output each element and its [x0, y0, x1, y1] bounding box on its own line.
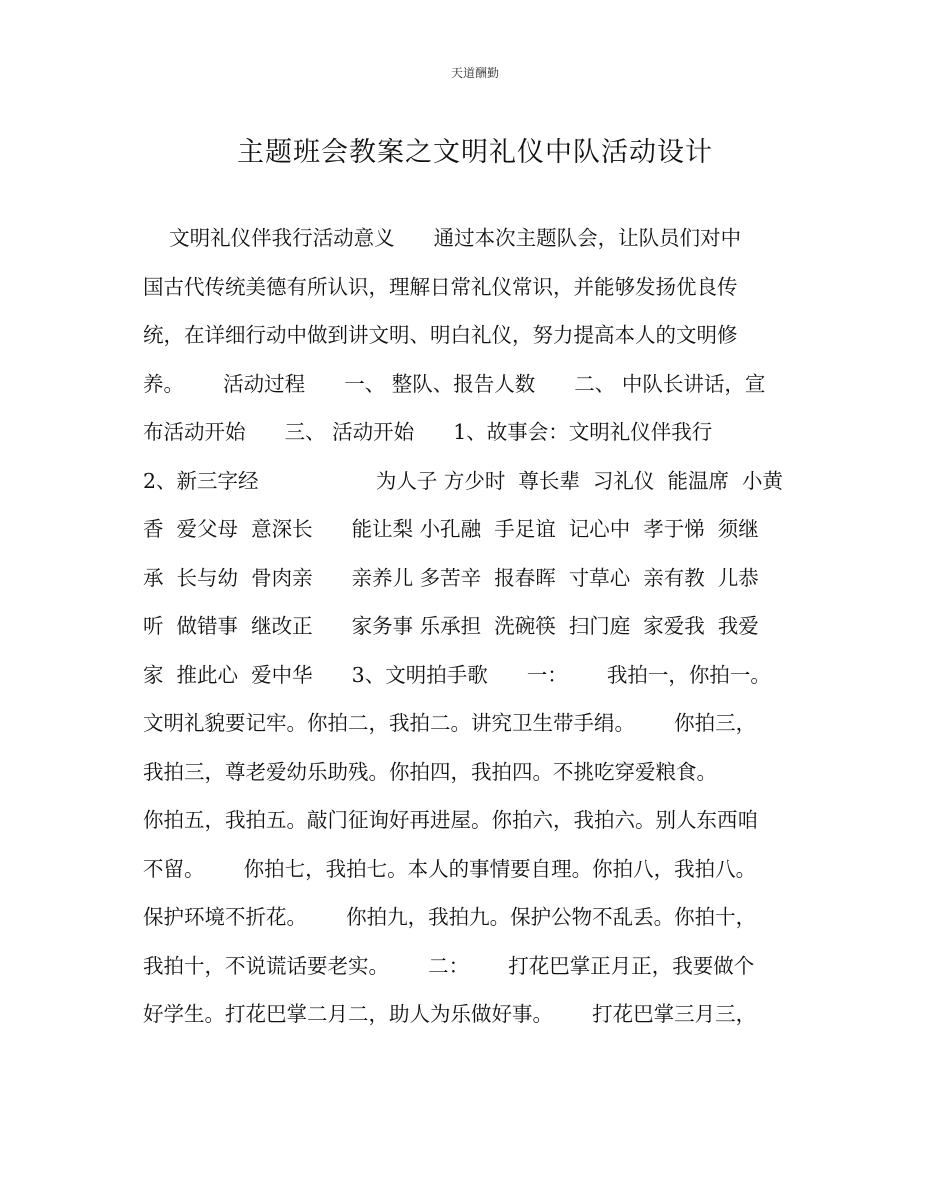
document-body	[143, 214, 811, 1039]
body-line: 我拍十，不说谎话要老实。 二： 打花巴掌正月正，我要做个	[143, 953, 755, 978]
body-line: 保护环境不折花。 你拍九，我拍九。保护公物不乱丢。你拍十，	[143, 905, 757, 929]
body-line: 承 长与幼 骨肉亲 亲养儿 多苦辛 报春晖 寸草心 亲有教 儿恭	[143, 565, 759, 590]
body-line: 不留。 你拍七，我拍七。本人的事情要自理。你拍八，我拍八。	[143, 856, 757, 881]
document-title: 主题班会教案之文明礼仪中队活动设计	[237, 137, 713, 168]
body-line: 文明礼貌要记牢。你拍二，我拍二。讲究卫生带手绢。 你拍三，	[143, 711, 757, 735]
body-line: 家 推此心 爱中华 3、文明拍手歌 一： 我拍一，你拍一。	[143, 662, 771, 687]
body-line: 听 做错事 继改正 家务事 乐承担 洗碗筷 扫门庭 家爱我 我爱	[143, 614, 759, 638]
body-line: 统，在详细行动中做到讲文明、明白礼仪，努力提高本人的文明修	[143, 323, 738, 347]
body-line: 布活动开始 三、 活动开始 1、故事会：文明礼仪伴我行	[143, 420, 713, 444]
body-line: 文明礼仪伴我行活动意义 通过本次主题队会，让队员们对中	[143, 226, 742, 250]
body-line: 养。 活动过程 一、 整队、报告人数 二、 中队长讲话，宣	[143, 371, 766, 396]
body-line: 国古代传统美德有所认识，理解日常礼仪常识，并能够发扬优良传	[143, 274, 738, 299]
page-header: 天道酬勤	[450, 66, 499, 80]
body-line: 好学生。打花巴掌二月二，助人为乐做好事。 打花巴掌三月三，	[143, 1002, 757, 1026]
body-line: 香 爱父母 意深长 能让梨 小孔融 手足谊 记心中 孝于悌 须继	[143, 517, 759, 541]
body-line: 2、新三字经 为人子 方少时 尊长辈 习礼仪 能温席 小黄	[143, 468, 783, 493]
body-line: 你拍五，我拍五。敲门征询好再进屋。你拍六，我拍六。别人东西咱	[143, 808, 758, 832]
body-line: 我拍三，尊老爱幼乐助残。你拍四，我拍四。不挑吃穿爱粮食。	[143, 759, 717, 784]
